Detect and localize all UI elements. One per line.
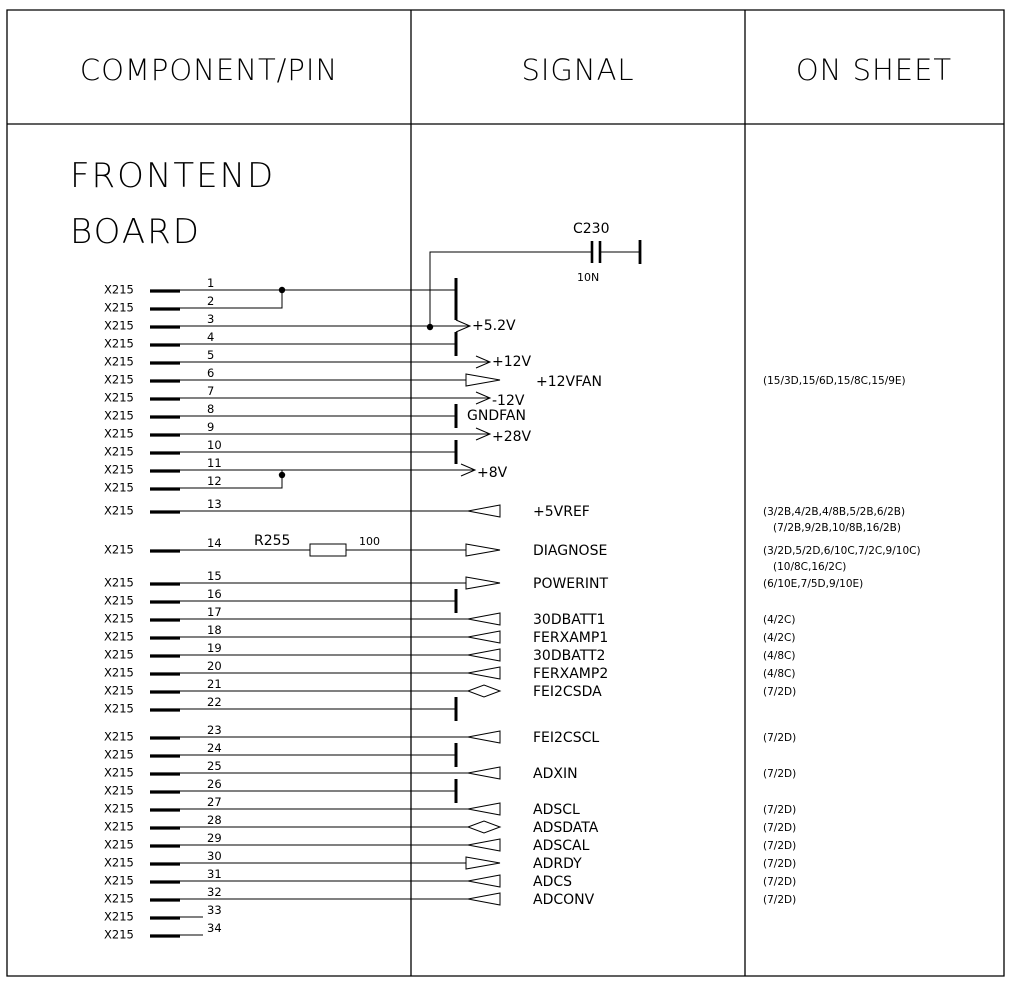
junction-dot xyxy=(279,472,285,478)
pin-number: 16 xyxy=(207,587,222,601)
sheet-reference: (4/2C) xyxy=(763,632,796,644)
pin-number: 10 xyxy=(207,438,222,452)
pin-number: 31 xyxy=(207,867,222,881)
connector-label: X215 xyxy=(104,747,134,762)
signal-name: FEI2CSCL xyxy=(533,730,600,746)
pin-number: 3 xyxy=(207,312,215,326)
signal-name: +12VFAN xyxy=(536,374,602,390)
input-port xyxy=(468,631,500,643)
pin-number: 21 xyxy=(207,677,222,691)
connector-label: X215 xyxy=(104,765,134,780)
pin-number: 22 xyxy=(207,695,222,709)
sheet-reference: (7/2D) xyxy=(763,822,797,834)
signal-name: FERXAMP1 xyxy=(533,630,609,646)
pin-number: 23 xyxy=(207,723,222,737)
signal-name: FEI2CSDA xyxy=(533,684,602,700)
sheet-reference: (3/2D,5/2D,6/10C,7/2C,9/10C) xyxy=(763,545,921,557)
header-signal: SIGNAL xyxy=(521,53,635,87)
output-port xyxy=(466,544,500,556)
sheet-reference: (4/2C) xyxy=(763,614,796,626)
connector-label: X215 xyxy=(104,503,134,518)
pin-number: 12 xyxy=(207,474,222,488)
input-port xyxy=(468,875,500,887)
pin-row xyxy=(104,695,456,721)
pin-number: 20 xyxy=(207,659,222,673)
connector-label: X215 xyxy=(104,593,134,608)
capacitor-name: C230 xyxy=(573,221,610,237)
capacitor-c230 xyxy=(430,221,640,327)
junction-dot xyxy=(427,324,433,330)
pin-number: 2 xyxy=(207,294,215,308)
sheet-reference: (7/2D) xyxy=(763,876,797,888)
bidir-port xyxy=(468,685,500,697)
pin-row xyxy=(104,903,222,924)
pin-number: 27 xyxy=(207,795,222,809)
pin-row xyxy=(104,348,532,370)
signal-name: +5VREF xyxy=(533,504,590,520)
pin-number: 6 xyxy=(207,366,215,380)
pin-number: 4 xyxy=(207,330,215,344)
pin-number: 26 xyxy=(207,777,222,791)
connector-label: X215 xyxy=(104,354,134,369)
signal-name: +12V xyxy=(492,354,532,370)
sheet-reference: (7/2D) xyxy=(763,894,797,906)
connector-label: X215 xyxy=(104,336,134,351)
pin-number: 30 xyxy=(207,849,222,863)
pin-row xyxy=(104,312,516,334)
pin-number: 18 xyxy=(207,623,222,637)
signal-name: GNDFAN xyxy=(467,408,526,424)
signal-name: ADSCL xyxy=(533,802,580,818)
input-port xyxy=(468,667,500,679)
pin-number: 1 xyxy=(207,276,215,290)
sheet-reference: (4/8C) xyxy=(763,668,796,680)
connector-label: X215 xyxy=(104,783,134,798)
connector-label: X215 xyxy=(104,408,134,423)
resistor-name: R255 xyxy=(254,533,291,549)
connector-label: X215 xyxy=(104,426,134,441)
table-frame xyxy=(7,10,1004,976)
pin-row xyxy=(104,290,456,320)
pin-number: 5 xyxy=(207,348,215,362)
resistor-body xyxy=(310,544,346,556)
signal-name: ADSCAL xyxy=(533,838,590,854)
wire xyxy=(180,290,282,308)
pin-number: 25 xyxy=(207,759,222,773)
junction-dot xyxy=(279,287,285,293)
pin-number: 15 xyxy=(207,569,222,583)
output-port xyxy=(466,857,500,869)
pin-row xyxy=(104,497,905,534)
connector-label: X215 xyxy=(104,390,134,405)
sheet-reference: (7/2D) xyxy=(763,686,797,698)
signal-name: DIAGNOSE xyxy=(533,543,608,559)
connector-label: X215 xyxy=(104,683,134,698)
connector-label: X215 xyxy=(104,444,134,459)
board-title-line1: FRONTEND xyxy=(70,156,276,196)
pin-row xyxy=(104,921,222,942)
sheet-reference: (7/2D) xyxy=(763,732,797,744)
resistor-value: 100 xyxy=(359,535,380,548)
input-port xyxy=(468,505,500,517)
pin-row xyxy=(104,777,456,803)
header-on-sheet: ON SHEET xyxy=(795,53,953,87)
signal-name: ADXIN xyxy=(533,766,578,782)
pin-number: 9 xyxy=(207,420,215,434)
sheet-reference: (7/2B,9/2B,10/8B,16/2B) xyxy=(773,522,901,534)
bidir-port xyxy=(468,821,500,833)
signal-name: 30DBATT1 xyxy=(533,612,606,628)
connector-label: X215 xyxy=(104,837,134,852)
sheet-reference: (7/2D) xyxy=(763,840,797,852)
connector-label: X215 xyxy=(104,891,134,906)
pin-row xyxy=(104,456,508,481)
pin-row xyxy=(104,587,456,613)
connector-label: X215 xyxy=(104,542,134,557)
connector-label: X215 xyxy=(104,873,134,888)
connector-label: X215 xyxy=(104,909,134,924)
pin-row xyxy=(104,384,525,409)
connector-label: X215 xyxy=(104,819,134,834)
pin-number: 13 xyxy=(207,497,222,511)
sheet-reference: (10/8C,16/2C) xyxy=(773,561,847,573)
sheet-reference: (3/2B,4/2B,4/8B,5/2B,6/2B) xyxy=(763,506,906,518)
pin-number: 34 xyxy=(207,921,222,935)
connector-label: X215 xyxy=(104,372,134,387)
input-port xyxy=(468,649,500,661)
pin-number: 17 xyxy=(207,605,222,619)
connector-label: X215 xyxy=(104,629,134,644)
pin-number: 33 xyxy=(207,903,222,917)
signal-name: 30DBATT2 xyxy=(533,648,606,664)
pin-number: 11 xyxy=(207,456,222,470)
sheet-reference: (7/2D) xyxy=(763,768,797,780)
signal-name: ADCS xyxy=(533,874,573,890)
signal-name: ADRDY xyxy=(533,856,582,872)
pin-row xyxy=(104,402,526,428)
signal-name: +8V xyxy=(477,465,508,481)
pin-number: 8 xyxy=(207,402,215,416)
signal-name: FERXAMP2 xyxy=(533,666,609,682)
capacitor-value: 10N xyxy=(577,271,600,284)
header-component-pin: COMPONENT/PIN xyxy=(79,53,339,87)
connector-label: X215 xyxy=(104,318,134,333)
sheet-reference: (7/2D) xyxy=(763,804,797,816)
sheet-reference: (6/10E,7/5D,9/10E) xyxy=(763,578,864,590)
connector-label: X215 xyxy=(104,801,134,816)
connector-label: X215 xyxy=(104,665,134,680)
pin-number: 32 xyxy=(207,885,222,899)
signal-name: ADCONV xyxy=(533,892,595,908)
connector-label: X215 xyxy=(104,927,134,942)
input-port xyxy=(468,767,500,779)
connector-label: X215 xyxy=(104,701,134,716)
connector-label: X215 xyxy=(104,855,134,870)
input-port xyxy=(468,839,500,851)
connector-label: X215 xyxy=(104,462,134,477)
input-port xyxy=(468,893,500,905)
signal-name: -12V xyxy=(492,393,525,409)
pin-number: 28 xyxy=(207,813,222,827)
output-port xyxy=(466,577,500,589)
sheet-reference: (7/2D) xyxy=(763,858,797,870)
pin-number: 29 xyxy=(207,831,222,845)
signal-name: POWERINT xyxy=(533,576,609,592)
pin-row xyxy=(104,330,456,356)
pin-row xyxy=(104,438,456,464)
signal-name: ADSDATA xyxy=(533,820,599,836)
wire xyxy=(180,470,282,488)
pin-row xyxy=(104,741,456,767)
sheet-reference: (15/3D,15/6D,15/8C,15/9E) xyxy=(763,375,906,387)
signal-name: +28V xyxy=(492,429,532,445)
input-port xyxy=(468,613,500,625)
pin-number: 24 xyxy=(207,741,222,755)
pin-number: 14 xyxy=(207,536,222,550)
pin-rows xyxy=(104,276,921,942)
connector-label: X215 xyxy=(104,480,134,495)
connector-label: X215 xyxy=(104,647,134,662)
connector-label: X215 xyxy=(104,282,134,297)
signal-name: +5.2V xyxy=(472,318,516,334)
connector-label: X215 xyxy=(104,575,134,590)
pin-row xyxy=(104,536,921,573)
connector-label: X215 xyxy=(104,611,134,626)
connector-label: X215 xyxy=(104,729,134,744)
junctions xyxy=(279,287,433,478)
input-port xyxy=(468,731,500,743)
input-port xyxy=(468,803,500,815)
pin-number: 19 xyxy=(207,641,222,655)
connector-label: X215 xyxy=(104,300,134,315)
board-title-line2: BOARD xyxy=(70,212,201,252)
pin-number: 7 xyxy=(207,384,215,398)
output-port xyxy=(466,374,500,386)
sheet-reference: (4/8C) xyxy=(763,650,796,662)
